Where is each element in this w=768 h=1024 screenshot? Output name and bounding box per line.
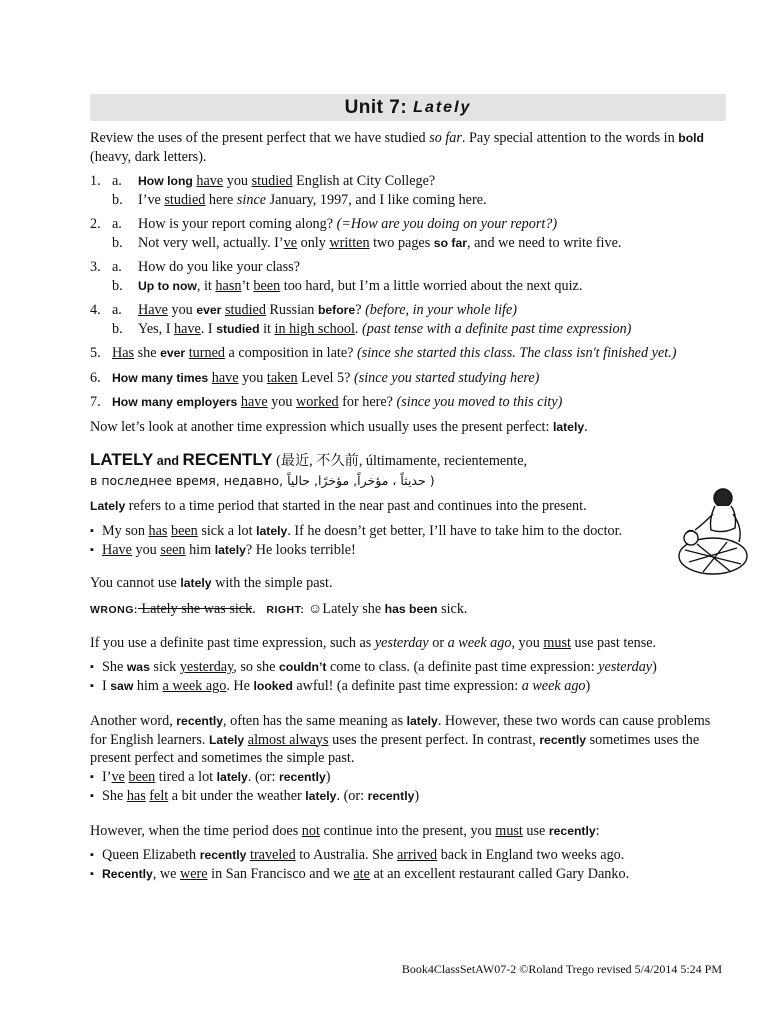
text: . (or: <box>247 768 279 785</box>
text: tired a lot <box>155 768 217 785</box>
example-letter: a. <box>112 173 122 189</box>
keyword: recently <box>539 732 587 747</box>
text: to Australia. She <box>295 847 397 863</box>
italic: a week ago <box>521 678 586 694</box>
example-line <box>112 393 562 412</box>
underlined: ate <box>353 866 370 882</box>
text: him <box>185 541 215 558</box>
list-item: ▪ Recently, we were in San Francisco and we ate at an excellent restaurant called Gary Danko. <box>90 866 630 882</box>
text: at an excellent restaurant called Gary Danko. <box>369 866 630 882</box>
note: (since you moved to this city) <box>396 394 563 410</box>
intro-paragraph <box>90 129 726 166</box>
bullet-list-2 <box>90 658 726 696</box>
text: come to class. (a definite past time expression: <box>326 659 599 675</box>
intro-text: Review the uses of the present perfect that we have studied <box>90 130 430 146</box>
text: uses the present perfect. In contrast, <box>328 731 540 748</box>
underlined: studied <box>251 173 293 189</box>
example-letter: a. <box>112 302 122 318</box>
underlined: have <box>174 320 201 337</box>
underlined: Have <box>138 302 168 318</box>
keyword: looked <box>253 679 293 693</box>
note: (since you started studying here) <box>353 369 540 386</box>
intro-so-far: so far <box>429 130 462 146</box>
text: here <box>205 191 237 208</box>
example-5 <box>90 344 726 363</box>
underlined: must <box>495 822 523 839</box>
underlined: yesterday <box>179 659 234 675</box>
intro-bold-word: bold <box>678 131 704 145</box>
text: . He <box>226 678 254 694</box>
sick-child-illustration <box>673 484 755 580</box>
text: ) <box>325 768 331 785</box>
text: sometimes uses the present perfect and sometimes the simple past. <box>90 731 700 766</box>
unit-topic: Lately <box>413 98 472 116</box>
translations: (最近, 不久前, últimamente, recientemente, <box>272 453 528 469</box>
example-line <box>138 191 487 210</box>
intro-text: (heavy, dark letters). <box>90 148 207 165</box>
example-3 <box>90 258 726 295</box>
definition-paragraph <box>90 497 726 516</box>
example-letter: b. <box>112 191 123 208</box>
text: . If he doesn’t get better, I’ll have to take him to the doctor. <box>287 522 623 539</box>
example-number: 5. <box>90 345 101 361</box>
text: or <box>428 634 448 651</box>
text: ’t <box>241 277 254 294</box>
text: you <box>267 394 297 410</box>
underlined: ve <box>283 234 298 251</box>
example-line <box>138 234 621 253</box>
transition-paragraph <box>90 418 726 437</box>
text: . However, these two words can cause problems for English learners. <box>90 713 711 748</box>
text: , often has the same meaning as <box>223 713 407 729</box>
text: Now let’s look at another time expression which usually uses the present perfect: <box>90 418 553 435</box>
text: , and we need to write five. <box>467 234 622 251</box>
page-footer: Book4ClassSetAW07-2 ©Roland Trego revised 5/4/2014 5:24 PM <box>401 962 722 976</box>
example-letter: b. <box>112 320 123 337</box>
text: , it <box>196 277 216 294</box>
text: sick a lot <box>197 522 257 539</box>
keyword: recently <box>548 823 596 838</box>
cannot-paragraph <box>90 574 726 593</box>
text: How is your report coming along? <box>138 216 337 232</box>
text: ) <box>414 787 420 804</box>
text: sick. <box>437 601 468 617</box>
note: (before, in your whole life) <box>365 302 518 318</box>
text: in San Francisco and we <box>207 866 354 882</box>
example-letter: a. <box>112 216 122 232</box>
keyword: How long <box>138 174 193 188</box>
example-line <box>138 215 557 234</box>
keyword: recently <box>199 848 247 862</box>
underlined: were <box>180 866 208 882</box>
example-2 <box>90 215 726 252</box>
text: only <box>297 234 330 251</box>
keyword: studied <box>216 321 260 336</box>
text: , we <box>152 866 180 882</box>
underlined: have <box>196 173 224 189</box>
keyword: before <box>317 303 356 317</box>
text: , you <box>511 634 544 651</box>
keyword: has been <box>384 602 438 616</box>
wrong-right-line <box>90 600 726 620</box>
text: you <box>167 302 197 318</box>
underlined: have <box>240 394 268 410</box>
underlined: been <box>128 768 156 785</box>
keyword: saw <box>110 679 134 693</box>
keyword: Recently <box>102 867 153 881</box>
underlined: have <box>211 369 239 386</box>
example-7 <box>90 393 726 412</box>
keyword: recently <box>367 788 415 803</box>
note: (since she started this class. The class isn't finished yet.) <box>356 345 677 361</box>
keyword: lately <box>305 788 337 803</box>
text: awful! (a definite past time expression: <box>292 678 522 694</box>
another-word-paragraph <box>90 712 726 768</box>
text: a bit under the weather <box>168 787 306 804</box>
example-line: How do you like your class? <box>138 259 300 275</box>
note: (=How are you doing on your report?) <box>336 216 558 232</box>
keyword: couldn’t <box>279 660 327 674</box>
example-letter: a. <box>112 259 122 275</box>
keyword: How many times <box>112 370 209 385</box>
underlined: studied <box>164 191 206 208</box>
underlined: almost always <box>247 731 329 748</box>
keyword: Lately <box>90 499 126 513</box>
list-item: ▪ I’ve been tired a lot lately. (or: recently) <box>90 768 331 785</box>
section-heading <box>90 450 726 471</box>
example-line <box>112 344 676 363</box>
underlined: has <box>148 522 168 539</box>
underlined: must <box>543 634 571 651</box>
text: ? <box>355 302 366 318</box>
text: . <box>252 601 256 617</box>
example-line <box>138 277 582 296</box>
right-label: RIGHT: <box>266 604 305 616</box>
text: Not very well, actually. I’ <box>138 234 284 251</box>
list-item: ▪ Have you seen him lately? He looks terrible! <box>90 541 356 558</box>
list-item: ▪ She was sick yesterday, so she couldn’t come to class. (a definite past time expression: yesterday) <box>90 659 657 675</box>
example-letter: b. <box>112 234 123 251</box>
underlined: worked <box>296 394 339 410</box>
underlined: Has <box>112 345 135 361</box>
text: English at City College? <box>292 173 436 189</box>
text: However, when the time period does <box>90 822 302 839</box>
underlined: traveled <box>250 847 296 863</box>
example-number: 3. <box>90 259 101 275</box>
underlined: ve <box>111 768 125 785</box>
text: too hard, but I’m a little worried about the next quiz. <box>280 277 583 294</box>
worksheet <box>90 94 726 884</box>
example-6 <box>90 369 726 388</box>
text: I’ <box>102 768 112 785</box>
underlined: studied <box>224 302 266 318</box>
text: two pages <box>369 234 434 251</box>
keyword: ever <box>160 346 186 360</box>
example-line <box>138 301 517 320</box>
underlined: seen <box>160 541 186 558</box>
text: sick <box>149 659 180 675</box>
text: use past tense. <box>570 634 657 651</box>
keyword: lately <box>552 419 585 434</box>
text: . <box>584 418 588 435</box>
text: ? He looks terrible! <box>245 541 356 558</box>
list-item: ▪ Queen Elizabeth recently traveled to Australia. She arrived back in England two weeks ago. <box>90 847 625 863</box>
heading-and: and <box>153 454 183 468</box>
underlined: has <box>126 787 146 804</box>
text: If you use a definite past time expression, such as <box>90 634 375 651</box>
bullet-list-4 <box>90 846 726 884</box>
however-paragraph <box>90 822 726 841</box>
underlined: written <box>329 234 370 251</box>
text: I <box>102 678 111 694</box>
text: with the simple past. <box>211 574 333 591</box>
text: a composition in late? <box>224 345 357 361</box>
list-item: ▪ I saw him a week ago. He looked awful! (a definite past time expression: a week ago) <box>90 678 591 694</box>
text: continue into the present, you <box>319 822 496 839</box>
underlined: a week ago <box>162 678 227 694</box>
underlined: been <box>170 522 198 539</box>
underlined: not <box>301 822 320 839</box>
text: : <box>595 822 600 839</box>
text: it <box>259 320 275 337</box>
text: She <box>102 659 127 675</box>
text: Russian <box>265 302 318 318</box>
text: , so she <box>233 659 279 675</box>
wrong-example: Lately she was sick <box>137 601 253 617</box>
text: January, 1997, and I like coming here. <box>266 191 487 208</box>
keyword: How many employers <box>112 395 238 409</box>
translations-line-2: в последнее время, недавно, حديثاً ، مؤخراً, مؤخرًا, حالياً ) <box>90 473 435 488</box>
text: Level 5? <box>297 369 354 386</box>
underlined: taken <box>266 369 298 386</box>
italic: since <box>236 191 267 208</box>
text: Yes, I <box>138 320 175 337</box>
example-number: 2. <box>90 216 101 232</box>
text: back in England two weeks ago. <box>437 847 625 863</box>
italic: yesterday <box>374 634 429 651</box>
example-number: 4. <box>90 302 101 318</box>
text: you <box>131 541 161 558</box>
italic: yesterday <box>598 659 653 675</box>
wrong-label: WRONG: <box>90 604 138 616</box>
example-4 <box>90 301 726 338</box>
unit-label: Unit 7: <box>344 96 408 118</box>
keyword: recently <box>278 769 326 784</box>
text: . (or: <box>336 787 368 804</box>
text: I’ve <box>138 191 165 208</box>
heading-lately: LATELY <box>90 450 154 469</box>
keyword: lately <box>180 575 212 590</box>
keyword: lately <box>256 523 288 538</box>
text: she <box>134 345 161 361</box>
example-number: 7. <box>90 394 101 410</box>
page-title <box>90 94 726 121</box>
underlined: arrived <box>396 847 438 863</box>
keyword: recently <box>176 714 224 728</box>
text: My son <box>102 522 149 539</box>
text: refers to a time period that started in the near past and continues into the present. <box>125 498 587 514</box>
underlined: Have <box>102 541 132 558</box>
underlined: turned <box>188 345 225 361</box>
example-number: 1. <box>90 173 101 189</box>
italic: a week ago <box>447 634 512 651</box>
list-item: ▪ My son has been sick a lot lately. If he doesn’t get better, I’ll have to take him to the doctor. <box>90 522 623 539</box>
heading-recently: RECENTLY <box>182 450 273 469</box>
example-line <box>112 369 539 388</box>
intro-text: . Pay special attention to the words in <box>461 130 679 146</box>
underlined: hasn <box>215 277 242 294</box>
bullet-list-3 <box>90 768 726 806</box>
example-letter: b. <box>112 277 123 294</box>
definite-past-paragraph <box>90 634 726 653</box>
underlined: been <box>253 277 281 294</box>
underlined: felt <box>149 787 169 804</box>
keyword: lately <box>214 542 246 557</box>
text: Lately she <box>322 601 385 617</box>
text: ) <box>652 659 657 675</box>
underlined: in high school <box>274 320 355 337</box>
text: . I <box>200 320 217 337</box>
text: Another word, <box>90 713 177 729</box>
note: (past tense with a definite past time expression) <box>362 320 632 337</box>
keyword: lately <box>216 769 248 784</box>
keyword: Lately <box>208 732 245 747</box>
text: you <box>223 173 252 189</box>
example-line <box>138 320 631 339</box>
keyword: lately <box>406 714 438 728</box>
keyword: was <box>126 660 150 674</box>
text: you <box>238 369 267 386</box>
text: him <box>133 678 163 694</box>
text: for here? <box>338 394 397 410</box>
list-item: ▪ She has felt a bit under the weather lately. (or: recently) <box>90 787 420 804</box>
text: You cannot use <box>90 574 181 591</box>
keyword: ever <box>196 303 222 317</box>
text: Queen Elizabeth <box>102 847 200 863</box>
text: ) <box>585 678 591 694</box>
smiley-icon: ☺ <box>307 601 323 617</box>
text: . <box>354 320 363 337</box>
bullet-list-1 <box>90 522 726 560</box>
text: She <box>102 787 127 804</box>
example-1 <box>90 172 726 209</box>
example-number: 6. <box>90 369 101 386</box>
keyword: Up to now <box>138 278 197 293</box>
keyword: so far <box>433 235 467 250</box>
example-line <box>138 172 435 191</box>
text: use <box>522 822 549 839</box>
